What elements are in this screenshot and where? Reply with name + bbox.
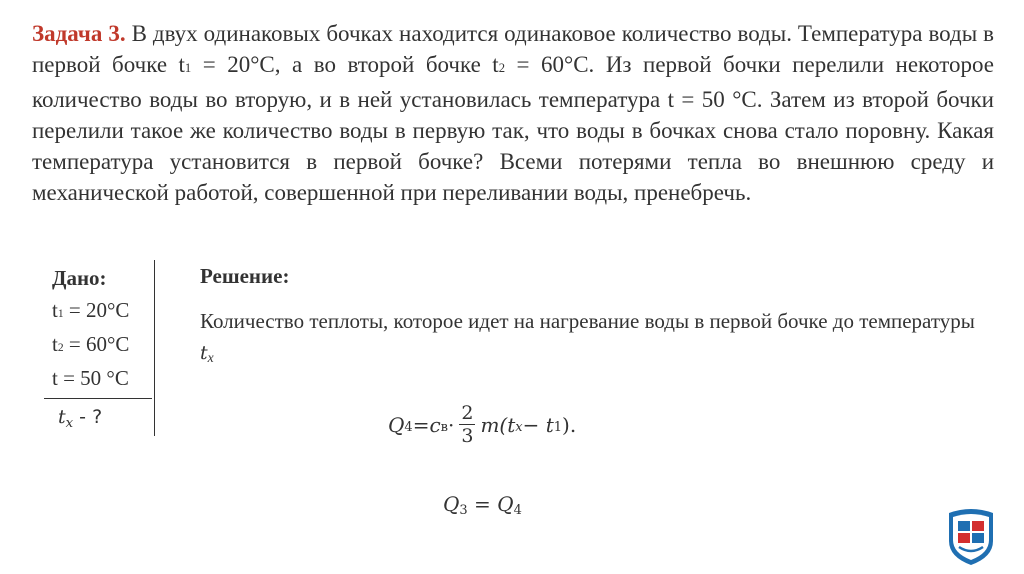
- problem-text-3: = 60°С. Из первой бочки перелили некоторое количество воды во вторую, и в ней установилась температура t = 50 °С. Затем из второй бочки перелили такое же количество воды в первую так, что воды в бочках снова стало поровну. Какая температура установится в первой бочке? Всеми потерями тепла во внешнюю среду и механической работой, совершенной при переливании воды, пренебречь.: [32, 52, 994, 205]
- t2-subscript: 2: [498, 61, 506, 75]
- given-divider: [44, 398, 152, 399]
- given-t: t = 50 °C: [52, 366, 129, 390]
- solution-title: Решение:: [200, 264, 290, 288]
- problem-text-2: = 20°С, а во второй бочке t: [191, 52, 499, 77]
- formula-q4: Q 4 = c в · $\frac{2}{3}$ m(t x − t 1 ).: [388, 402, 577, 447]
- given-t2: t2 = 60°C: [52, 332, 130, 356]
- formula-q3-eq-q4: Q3 = Q4: [443, 492, 522, 518]
- fraction-2-3: $\frac{2}{3}$: [461, 402, 474, 447]
- problem-text-1: В двух одинаковых бочках находится одинаковое количество воды. Температура воды в первой бочке t: [32, 21, 994, 77]
- t1-subscript: 1: [184, 61, 192, 75]
- problem-label: Задача 3.: [32, 21, 126, 46]
- given-title: Дано:: [52, 266, 107, 290]
- given-unknown: $t_x$ - ?: [58, 406, 103, 431]
- solution-text: Количество теплоты, которое идет на нагревание воды в первой бочке до температуры tx: [200, 309, 975, 365]
- given-t1: t1 = 20°C: [52, 298, 130, 322]
- given-block: [38, 260, 155, 436]
- olympiad-emblem-icon: [945, 507, 997, 567]
- problem-statement: [32, 18, 994, 208]
